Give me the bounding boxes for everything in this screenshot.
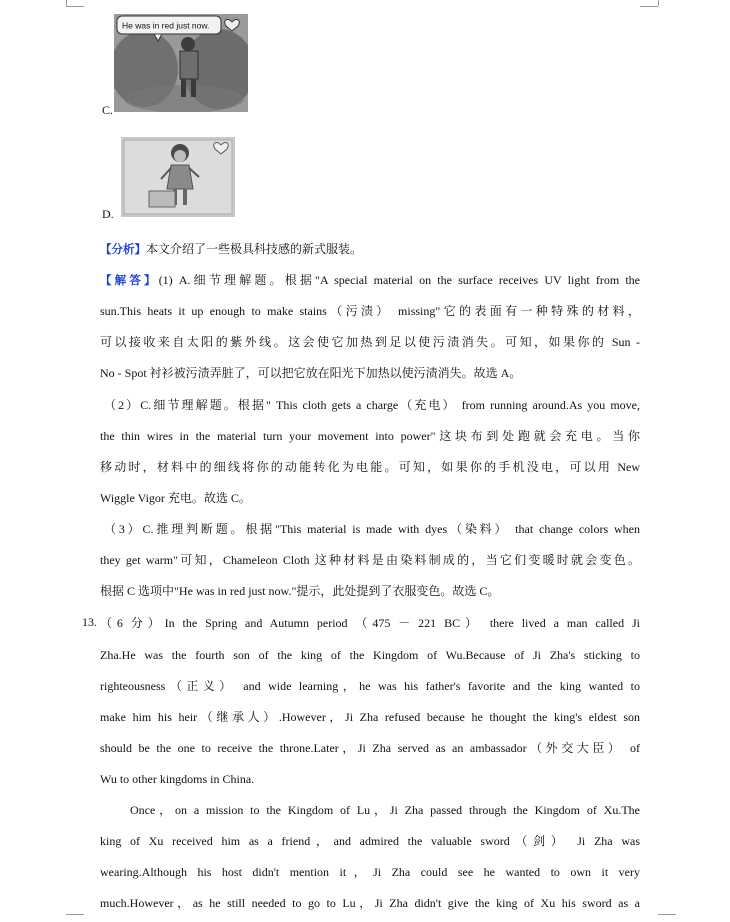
- page-corner-mark: [658, 914, 676, 915]
- passage-line: should be the one to receive the throne.Later，Ji Zha served as an ambassador（外交大臣） of: [100, 741, 640, 755]
- option-d-picture: [121, 137, 235, 217]
- page-corner-mark: [66, 914, 84, 915]
- option-c-letter: C.: [102, 103, 114, 117]
- question-number: 13.: [82, 615, 97, 629]
- solution-line: Wiggle Vigor 充电。故选 C。: [100, 491, 251, 505]
- speech-bubble-text: He was in red just now.: [122, 20, 210, 31]
- passage-line: Zha.He was the fourth son of the king of the Kingdom of Wu.Because of Ji Zha's sticking to: [100, 648, 640, 662]
- analysis-tag: 【分析】: [100, 242, 146, 256]
- solution-line: they get warm"可知，Chameleon Cloth 这种材料是由染料制成的，当它们变暖时就会变色。: [100, 553, 640, 567]
- solution-line: （3）C.推理判断题。根据"This material is made with dyes（染料） that change colors when: [104, 522, 640, 536]
- passage-line: make him his heir（继承人）.However，Ji Zha refused because he thought the king's eldest son: [100, 710, 640, 724]
- passage-line: righteousness（正义） and wide learning，he was his father's favorite and the king wanted to: [100, 679, 640, 693]
- solution-line: [100, 272, 640, 288]
- page-corner-mark: [658, 0, 659, 6]
- solution-line: （2）C.细节理解题。根据" This cloth gets a charge（充电） from running around.As you move,: [104, 398, 640, 412]
- solution-tag: 【解答】: [100, 273, 159, 287]
- passage-line: much.However，as he still needed to go to Lu，Ji Zha didn't give the king of Xu his sword as a: [100, 896, 640, 910]
- option-d-illustration: [121, 137, 235, 217]
- option-c-picture: [114, 14, 248, 112]
- solution-line: 可以接收来自太阳的紫外线。这会使它加热到足以使污渍消失。可知，如果你的 Sun -: [100, 335, 640, 349]
- solution-line: No - Spot 衬衫被污渍弄脏了，可以把它放在阳光下加热以使污渍消失。故选 A。: [100, 366, 522, 380]
- solution-line-text: (1) A.细节理解题。根据"A special material on the surface receives UV light from the: [158, 273, 640, 287]
- analysis-text: 本文介绍了一些极具科技感的新式服装。: [146, 242, 363, 256]
- passage-line: king of Xu received him as a friend，and admired the valuable sword（剑） Ji Zha was: [100, 834, 640, 848]
- option-c-illustration: [114, 14, 248, 112]
- passage-line: Wu to other kingdoms in China.: [100, 772, 255, 786]
- page-corner-mark: [640, 6, 658, 7]
- solution-line: the thin wires in the material turn your movement into power"这块布到处跑就会充电。当你: [100, 429, 640, 443]
- option-d-letter: D.: [102, 207, 114, 221]
- solution-line: 移动时，材料中的细线将你的动能转化为电能。可知，如果你的手机没电，可以用 New: [100, 460, 640, 474]
- solution-line: sun.This heats it up enough to make stains（污渍） missing"它的表面有一种特殊的材料，: [100, 304, 640, 318]
- passage-line: （6 分）In the Spring and Autumn period （475 － 221 BC） there lived a man called Ji: [100, 616, 640, 630]
- analysis-paragraph: [100, 241, 640, 257]
- passage-line: wearing.Although his host didn't mention it，Ji Zha could see he wanted to own it very: [100, 865, 640, 879]
- page-corner-mark: [66, 6, 84, 7]
- passage-line: Once，on a mission to the Kingdom of Lu，Ji Zha passed through the Kingdom of Xu.The: [130, 803, 640, 817]
- solution-line: 根据 C 选项中"He was in red just now."提示，此处提到了衣服变色。故选 C。: [100, 584, 500, 598]
